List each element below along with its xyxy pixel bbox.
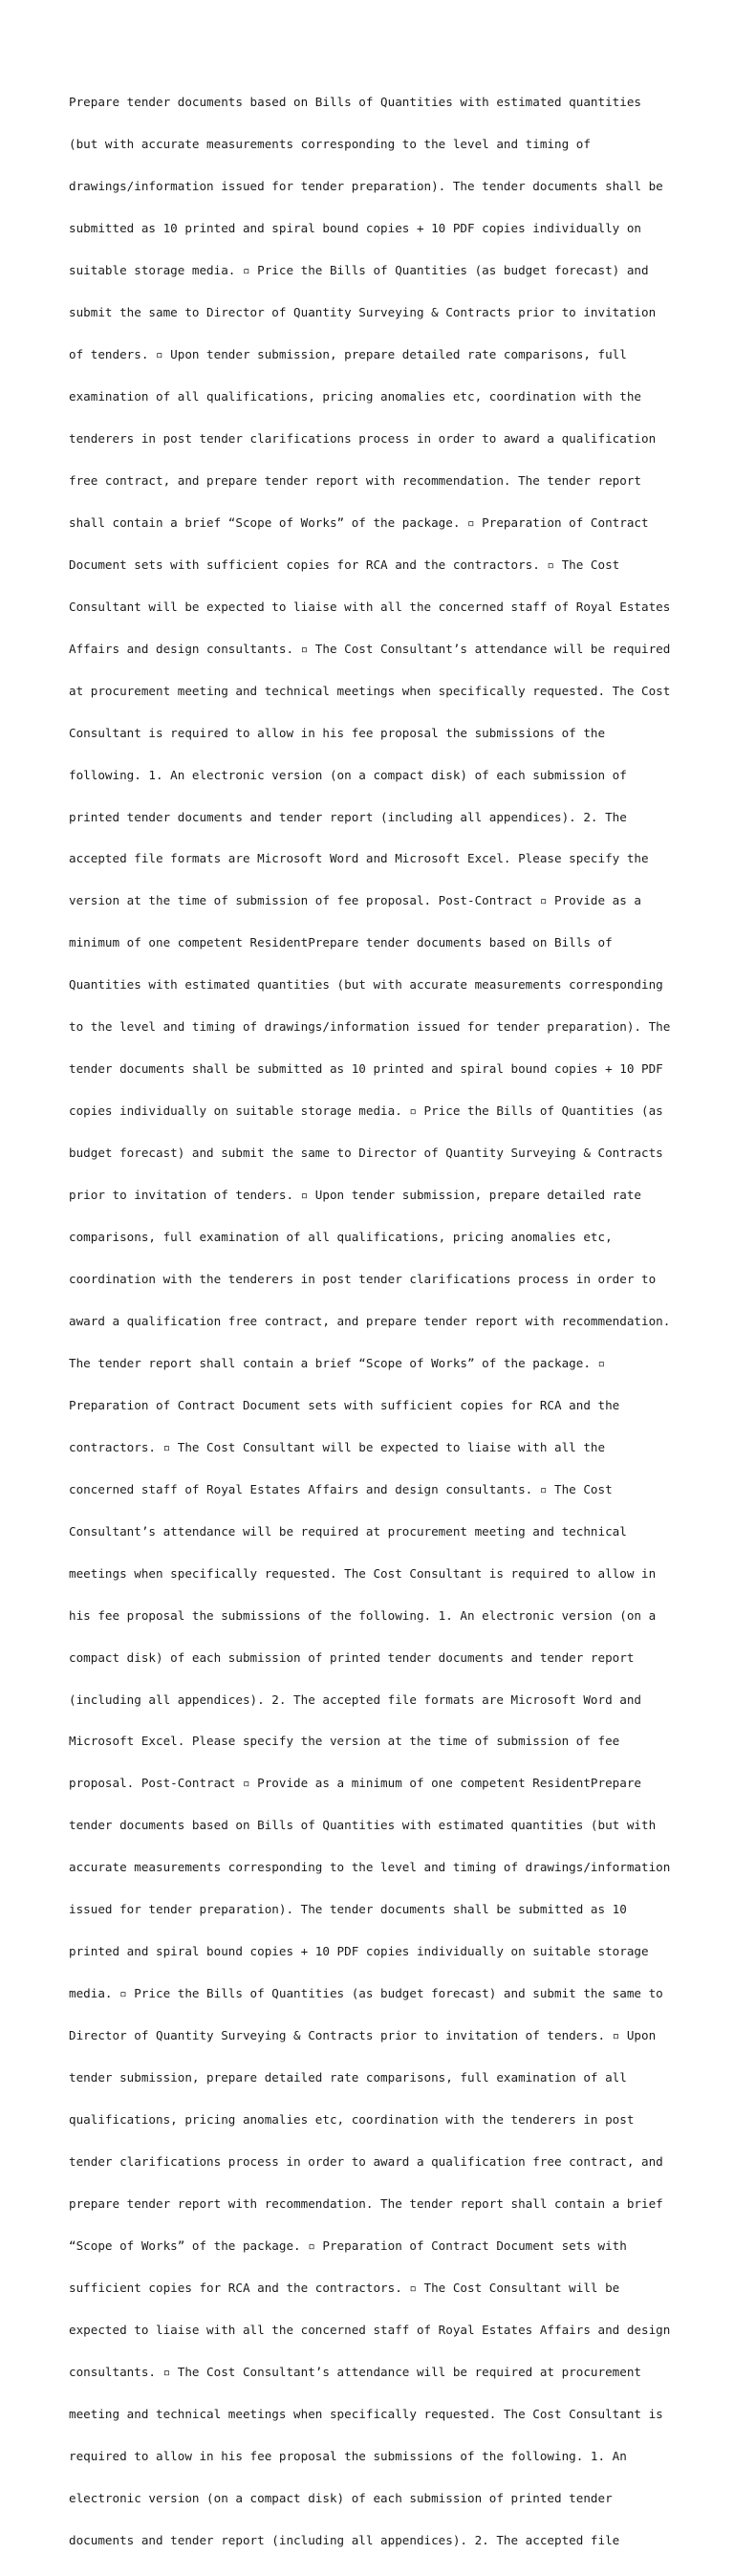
text-line: coordination with the tenderers in post tender clarifications process in order to	[69, 1272, 657, 1286]
text-line: award a qualification free contract, and prepare tender report with recommendation.	[69, 1313, 671, 1328]
text-line: submitted as 10 printed and spiral bound copies + 10 PDF copies individually on	[69, 221, 641, 236]
text-line: required to allow in his fee proposal the submissions of the following. 1. An	[69, 2448, 627, 2463]
text-line: version at the time of submission of fee proposal. Post-Contract ▫ Provide as a	[69, 893, 641, 908]
text-line: Director of Quantity Surveying & Contracts prior to invitation of tenders. ▫ Upon	[69, 2028, 657, 2043]
text-line: following. 1. An electronic version (on a compact disk) of each submission of	[69, 767, 627, 782]
text-line: issued for tender preparation). The tender documents shall be submitted as 10	[69, 1902, 627, 1917]
text-line: Quantities with estimated quantities (but with accurate measurements corresponding	[69, 977, 663, 993]
text-line: meeting and technical meetings when specifically requested. The Cost Consultant is	[69, 2406, 663, 2421]
text-line: budget forecast) and submit the same to Director of Quantity Surveying & Contracts	[69, 1146, 663, 1161]
text-line: Consultant will be expected to liaise with all the concerned staff of Royal Estates	[69, 599, 671, 614]
text-line: printed tender documents and tender report (including all appendices). 2. The	[69, 809, 627, 824]
text-line: tenderers in post tender clarifications process in order to award a qualification	[69, 430, 657, 446]
text-line: to the level and timing of drawings/information issued for tender preparation). The	[69, 1019, 671, 1035]
text-line: Document sets with sufficient copies for RCA and the contractors. ▫ The Cost	[69, 557, 620, 572]
text-line: shall contain a brief “Scope of Works” of the package. ▫ Preparation of Contract	[69, 514, 649, 530]
text-line: concerned staff of Royal Estates Affairs and design consultants. ▫ The Cost	[69, 1481, 613, 1496]
text-line: submit the same to Director of Quantity Surveying & Contracts prior to invitation	[69, 305, 657, 320]
text-line: tender clarifications process in order to award a qualification free contract, and	[69, 2154, 663, 2170]
text-line: tender documents based on Bills of Quantities with estimated quantities (but with	[69, 1818, 657, 1833]
text-line: Microsoft Excel. Please specify the version at the time of submission of fee	[69, 1734, 620, 1749]
text-line: suitable storage media. ▫ Price the Bills of Quantities (as budget forecast) and	[69, 263, 649, 278]
text-line: Affairs and design consultants. ▫ The Cost Consultant’s attendance will be required	[69, 641, 671, 656]
text-line: proposal. Post-Contract ▫ Provide as a minimum of one competent ResidentPrepare	[69, 1776, 641, 1791]
text-line: tender documents shall be submitted as 10 printed and spiral bound copies + 10 PDF	[69, 1061, 663, 1077]
body-text	[69, 68, 680, 2576]
text-line: minimum of one competent ResidentPrepare tender documents based on Bills of	[69, 935, 613, 950]
text-line: documents and tender report (including all appendices). 2. The accepted file	[69, 2532, 620, 2547]
text-line: “Scope of Works” of the package. ▫ Preparation of Contract Document sets with	[69, 2238, 627, 2253]
text-line: comparisons, full examination of all qualifications, pricing anomalies etc,	[69, 1230, 613, 1245]
text-line: The tender report shall contain a brief “Scope of Works” of the package. ▫	[69, 1355, 606, 1370]
text-line: prior to invitation of tenders. ▫ Upon tender submission, prepare detailed rate	[69, 1188, 641, 1203]
text-line: sufficient copies for RCA and the contractors. ▫ The Cost Consultant will be	[69, 2280, 620, 2295]
text-line: accurate measurements corresponding to the level and timing of drawings/information	[69, 1860, 671, 1875]
text-line: his fee proposal the submissions of the following. 1. An electronic version (on a	[69, 1607, 657, 1623]
text-line: prepare tender report with recommendation. The tender report shall contain a brief	[69, 2195, 663, 2211]
text-line: electronic version (on a compact disk) of each submission of printed tender	[69, 2490, 613, 2505]
text-line: examination of all qualifications, pricing anomalies etc, coordination with the	[69, 388, 641, 404]
text-line: printed and spiral bound copies + 10 PDF copies individually on suitable storage	[69, 1944, 649, 1959]
text-line: of tenders. ▫ Upon tender submission, prepare detailed rate comparisons, full	[69, 347, 627, 362]
text-line: Consultant’s attendance will be required at procurement meeting and technical	[69, 1523, 627, 1539]
text-line: media. ▫ Price the Bills of Quantities (as budget forecast) and submit the same to	[69, 1986, 663, 2001]
text-line: free contract, and prepare tender report with recommendation. The tender report	[69, 472, 641, 488]
text-line: contractors. ▫ The Cost Consultant will be expected to liaise with all the	[69, 1439, 606, 1454]
text-line: drawings/information issued for tender preparation). The tender documents shall be	[69, 179, 663, 194]
text-line: compact disk) of each submission of printed tender documents and tender report	[69, 1649, 635, 1665]
text-line: Preparation of Contract Document sets with sufficient copies for RCA and the	[69, 1397, 620, 1412]
text-line: Consultant is required to allow in his fee proposal the submissions of the	[69, 725, 606, 740]
text-line: tender submission, prepare detailed rate comparisons, full examination of all	[69, 2070, 627, 2085]
text-line: expected to liaise with all the concerned staff of Royal Estates Affairs and design	[69, 2322, 671, 2337]
text-line: qualifications, pricing anomalies etc, coordination with the tenderers in post	[69, 2112, 635, 2128]
text-line: Prepare tender documents based on Bills of Quantities with estimated quantities	[69, 95, 641, 110]
text-line: consultants. ▫ The Cost Consultant’s attendance will be required at procurement	[69, 2364, 641, 2379]
text-line: (but with accurate measurements corresponding to the level and timing of	[69, 137, 591, 152]
text-line: at procurement meeting and technical meetings when specifically requested. The Cost	[69, 683, 671, 698]
text-line: copies individually on suitable storage media. ▫ Price the Bills of Quantities (as	[69, 1103, 663, 1119]
text-line: (including all appendices). 2. The accepted file formats are Microsoft Word and	[69, 1692, 641, 1707]
text-line: accepted file formats are Microsoft Word and Microsoft Excel. Please specify the	[69, 851, 649, 866]
text-line: meetings when specifically requested. The Cost Consultant is required to allow in	[69, 1565, 657, 1581]
